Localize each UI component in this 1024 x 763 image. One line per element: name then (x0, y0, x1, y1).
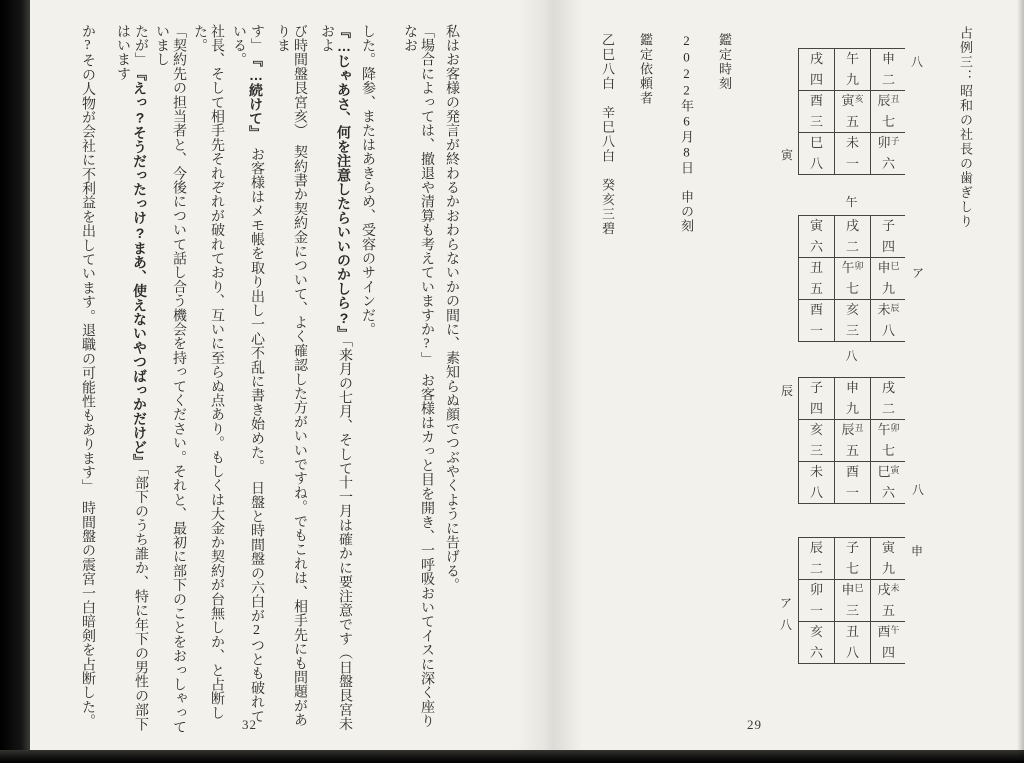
page-gutter (518, 0, 582, 750)
cell-number: 五 (809, 281, 823, 296)
grid-table (798, 537, 905, 664)
direction-label: 八 (911, 483, 924, 497)
cell-sub-branch: 子 (890, 136, 900, 146)
cell-branch: 酉 午 (877, 624, 900, 639)
dialogue-emphasis: 『えっ?そうだったっけ?まあ、使えないやつばっかだけど』 (132, 73, 148, 469)
cell-branch: 丑 (809, 260, 823, 275)
cell-branch: 未 辰 (877, 302, 900, 317)
cell-branch: 申 巳 (877, 260, 900, 275)
cell-branch: 戌 (881, 380, 895, 395)
divination-grid-2 (798, 195, 924, 363)
grid-cell (871, 580, 906, 621)
grid-cell (799, 420, 834, 461)
direction-label: 午 (845, 195, 858, 209)
grid-cell (835, 580, 870, 621)
client-value: 乙巳八白 辛巳八白 癸亥三碧 (600, 33, 615, 236)
cell-number: 九 (845, 72, 859, 87)
cell-number: 二 (809, 561, 823, 576)
text-run: 「場合によっては、撤退や清算も考えていますか?」 お客様はカっと目を開き、一呼吸おいてイスに深く座りなお (402, 24, 434, 728)
text-run: たが」 (133, 24, 148, 74)
text-run: 私はお客様の発言が終わるかおわらないかの間に、素知らぬ顔でつぶやくように告げる。 (444, 24, 459, 592)
grid-cell (871, 91, 906, 132)
cell-number: 六 (881, 485, 895, 500)
cell-branch: 未 (845, 135, 859, 150)
text-column-4 (318, 24, 353, 736)
cell-branch: 丑 (845, 624, 859, 639)
direction-label: 八 (845, 349, 858, 363)
grid-cell (799, 91, 834, 132)
grid-cell (799, 258, 834, 299)
cell-sub-branch: 未 (890, 583, 900, 593)
cell-number: 八 (845, 645, 859, 660)
cell-number: 五 (845, 114, 859, 129)
text-column-9 (114, 24, 149, 736)
cell-branch: 午 卯 (841, 260, 864, 275)
grid-cell (871, 300, 906, 341)
direction-label: ア (780, 596, 793, 610)
grid-cell (871, 216, 906, 257)
cell-branch: 午 (845, 51, 859, 66)
cell-number: 一 (845, 485, 859, 500)
cell-branch: 巳 (809, 135, 823, 150)
grid-cell (871, 622, 906, 663)
cell-number: 六 (809, 239, 823, 254)
page-number-left: 32 (242, 717, 257, 732)
grid-cell (799, 378, 834, 419)
direction-label: 辰 (781, 384, 794, 398)
cell-number: 二 (881, 72, 895, 87)
cell-branch: 申 (881, 51, 895, 66)
cell-number: 三 (809, 114, 823, 129)
cell-number: 一 (809, 323, 823, 338)
grid-cell (835, 133, 870, 174)
cell-number: 三 (845, 603, 859, 618)
grid-cell (871, 49, 906, 90)
cell-branch: 亥 (809, 422, 823, 437)
cell-number: 六 (881, 156, 895, 171)
cell-number: 七 (845, 561, 859, 576)
grid-cell (871, 133, 906, 174)
cell-number: 四 (809, 401, 823, 416)
cell-sub-branch: 卯 (890, 423, 900, 433)
cell-branch: 卯 (809, 582, 823, 597)
text-run: 「部下のうち誰か、特に年下の男性の部下はいます (115, 24, 148, 732)
text-run: 社長、そして相手先それぞれが破れており、互いに至らぬ点あり。もしくは大金か契約が台無しか、と占断した。 (192, 24, 224, 720)
direction-label: ア (911, 266, 924, 280)
scan-edge-right (1017, 0, 1024, 763)
page-number-right: 29 (747, 717, 762, 732)
cell-branch: 申 巳 (841, 582, 864, 597)
text-column-10 (79, 24, 96, 736)
text-column-2 (401, 24, 435, 736)
cell-number: 二 (881, 401, 895, 416)
cell-sub-branch: 丑 (854, 423, 864, 433)
cell-sub-branch: 卯 (854, 261, 864, 271)
text-run: 「来月の七月、そして十一月は確かに要注意です（日盤艮宮未およ (319, 24, 352, 732)
appraisal-time-label: 鑑定時刻 (717, 33, 732, 91)
grid-cell (799, 300, 834, 341)
divination-grid-4 (780, 537, 923, 664)
cell-sub-branch: 午 (890, 625, 900, 635)
grid-cell (871, 378, 906, 419)
text-column-6 (230, 24, 265, 736)
grid-cell (799, 462, 834, 503)
grid-cell (835, 622, 870, 663)
cell-branch: 亥 (845, 302, 859, 317)
cell-number: 一 (845, 156, 859, 171)
grid-cell (799, 49, 834, 90)
cell-number: 一 (809, 603, 823, 618)
direction-label: 八 (910, 55, 923, 69)
grid-cell (835, 300, 870, 341)
grid-cell (835, 420, 870, 461)
grid-cell (799, 622, 834, 663)
cell-branch: 卯 子 (877, 135, 900, 150)
cell-number: 五 (845, 443, 859, 458)
cell-branch: 巳 寅 (877, 464, 900, 479)
grid-cell (835, 258, 870, 299)
cell-sub-branch: 辰 (890, 303, 900, 313)
cell-number: 七 (881, 114, 895, 129)
text-column-5 (274, 24, 308, 736)
cell-branch: 寅 亥 (841, 93, 864, 108)
text-run: び時間盤艮宮亥） 契約書か契約金について、よく確認した方がいいですね。でもこれは、相手先にも問題がありま (275, 24, 307, 727)
direction-label: 寅 (781, 148, 794, 162)
cell-branch: 酉 (845, 464, 859, 479)
cell-number: 四 (881, 645, 895, 660)
cell-branch: 酉 (809, 302, 823, 317)
text-column-3 (359, 24, 376, 736)
cell-branch: 寅 (809, 218, 823, 233)
cell-branch: 寅 (881, 540, 895, 555)
text-run: 「契約先の担当者と、今後について話し合う機会を持ってください。それと、最初に部下のことをおっしゃっていまし (154, 24, 186, 734)
cell-branch: 辰 丑 (877, 93, 900, 108)
cell-number: 六 (809, 645, 823, 660)
grid-cell (835, 538, 870, 579)
appraisal-time-value: 2022年6月8日 申の刻 (679, 33, 694, 234)
cell-number: 九 (845, 401, 859, 416)
scan-edge-left (0, 0, 30, 763)
cell-branch: 酉 (809, 93, 823, 108)
grid-table (798, 377, 905, 504)
cell-branch: 申 (845, 380, 859, 395)
grid-cell (835, 49, 870, 90)
grid-table (798, 48, 905, 175)
cell-branch: 辰 (809, 540, 823, 555)
grid-cell (799, 580, 834, 621)
grid-table (798, 215, 905, 342)
grid-cell (799, 216, 834, 257)
cell-branch: 午 卯 (877, 422, 900, 437)
cell-branch: 未 (809, 464, 823, 479)
grid-cell (871, 538, 906, 579)
text-run: お客様はメモ帳を取り出し一心不乱に書き始めた。 日盤と時間盤の六白が2つとも破れている。 (231, 24, 264, 724)
grid-cell (835, 462, 870, 503)
cell-number: 三 (809, 443, 823, 458)
cell-sub-branch: 丑 (890, 94, 900, 104)
grid-cell (871, 258, 906, 299)
text-column-8 (153, 24, 187, 736)
cell-number: 二 (845, 239, 859, 254)
dialogue-emphasis: 『…じゃあさ、何を注意したらいいのかしら?』 (336, 24, 352, 341)
cell-sub-branch: 巳 (890, 261, 900, 271)
text-run: した。降参、またはあきらめ、受容のサインだ。 (360, 24, 375, 337)
cell-number: 九 (881, 281, 895, 296)
cell-number: 八 (809, 485, 823, 500)
cell-branch: 子 (845, 540, 859, 555)
cell-number: 九 (881, 561, 895, 576)
text-run: す」 (249, 24, 264, 60)
cell-number: 七 (881, 443, 895, 458)
text-column-7 (191, 24, 225, 736)
cell-number: 四 (881, 239, 895, 254)
dialogue-emphasis: 『…続けて』 (248, 59, 264, 133)
cell-branch: 子 (809, 380, 823, 395)
grid-cell (799, 133, 834, 174)
cell-number: 四 (809, 72, 823, 87)
grid-cell (835, 91, 870, 132)
divination-grid-1 (781, 48, 923, 175)
cell-branch: 辰 丑 (841, 422, 864, 437)
cell-number: 七 (845, 281, 859, 296)
divination-grid-3 (781, 377, 924, 504)
direction-label: 八 (780, 618, 793, 632)
grid-cell (835, 378, 870, 419)
cell-number: 五 (881, 603, 895, 618)
grid-cell (835, 216, 870, 257)
cell-sub-branch: 巳 (854, 583, 864, 593)
text-column-1 (443, 24, 460, 736)
cell-branch: 戌 未 (877, 582, 900, 597)
grid-cell (871, 462, 906, 503)
cell-branch: 戌 (845, 218, 859, 233)
cell-branch: 戌 (809, 51, 823, 66)
cell-number: 三 (845, 323, 859, 338)
scan-edge-bottom (0, 750, 1024, 763)
text-run: か?その人物が会社に不利益を出しています。退職の可能性もあります」 時間盤の震宮一白暗剣を占断した。 (80, 24, 95, 728)
cell-number: 八 (809, 156, 823, 171)
direction-label: 申 (910, 544, 923, 558)
client-label: 鑑定依頼者 (638, 33, 653, 106)
section-title: 占例三：昭和の社長の歯ぎしり (958, 26, 973, 229)
cell-branch: 亥 (809, 624, 823, 639)
cell-number: 八 (881, 323, 895, 338)
cell-sub-branch: 寅 (890, 465, 900, 475)
grid-cell (799, 538, 834, 579)
cell-branch: 子 (881, 218, 895, 233)
grid-cell (871, 420, 906, 461)
cell-sub-branch: 亥 (854, 94, 864, 104)
